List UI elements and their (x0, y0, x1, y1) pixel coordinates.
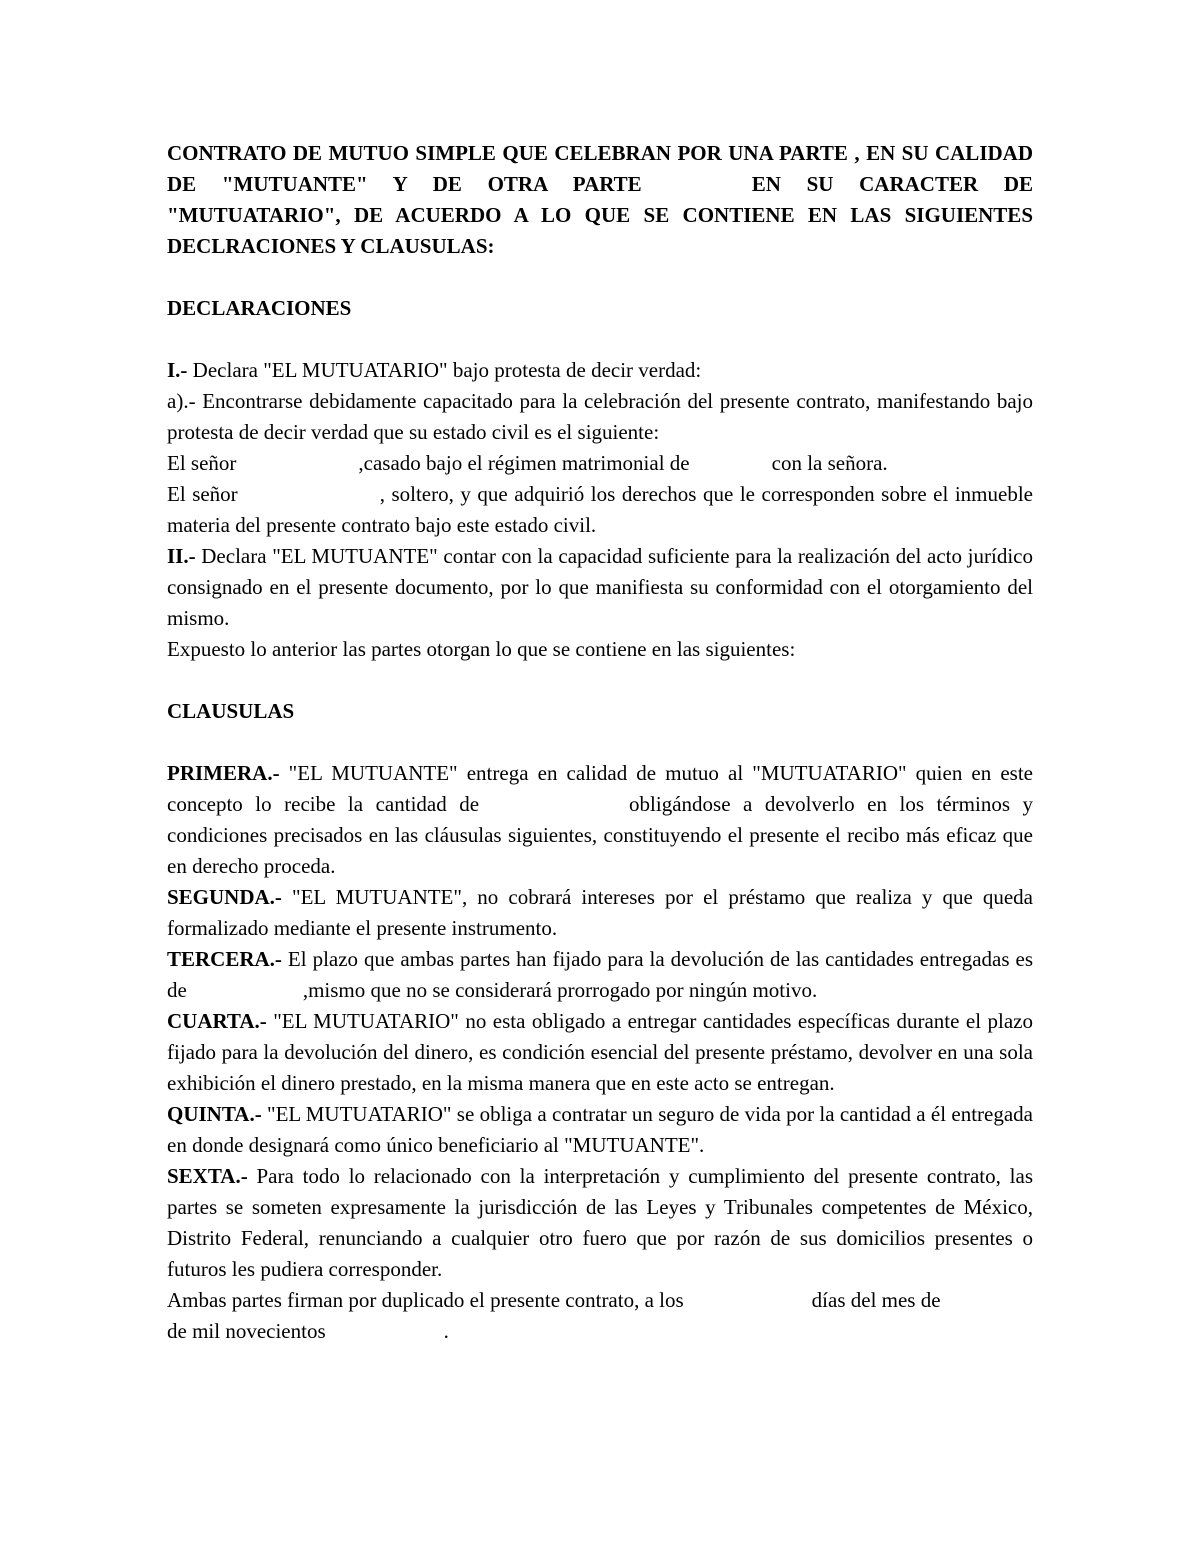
clausula-tercera-text-b: ,mismo que no se considerará prorrogado por ningún motivo. (302, 978, 818, 1002)
clausula-sexta-label: SEXTA.- (167, 1164, 248, 1188)
clausula-sexta-text: Para todo lo relacionado con la interpretación y cumplimiento del presente contrato, las partes se someten expresamente la jurisdicción de las Leyes y Tribunales competentes de México, Distrito Federal, renunciando a cualquier otro fuero que por razón de sus domicilios presentes o futuros les pudiera corresponder. (167, 1164, 1033, 1281)
senor-casado-regimen: ,casado bajo el régimen matrimonial de (358, 451, 690, 475)
clausula-quinta-label: QUINTA.- (167, 1102, 262, 1126)
clausula-segunda-text: "EL MUTUANTE", no cobrará intereses por el préstamo que realiza y que queda formalizado mediante el presente instrumento. (167, 885, 1033, 940)
firma-line (167, 1285, 1033, 1347)
declaracion-i (167, 355, 1033, 386)
clausula-quinta (167, 1099, 1033, 1161)
declaracion-i-text: Declara "EL MUTUATARIO" bajo protesta de decir verdad: (187, 358, 702, 382)
senor-soltero-label: El señor (167, 482, 238, 506)
senor-casado-senora: con la señora. (771, 451, 888, 475)
declaracion-ii-text: Declara "EL MUTUANTE" contar con la capacidad suficiente para la realización del acto jurídico consignado en el presente documento, por lo que manifiesta su conformidad con el otorgamiento del mismo. (167, 544, 1033, 630)
firma-text-b: días del mes de (811, 1288, 941, 1312)
firma-text-c: de mil novecientos (167, 1319, 326, 1343)
clausula-primera-text-a: "EL MUTUANTE" entrega en calidad de mutuo al "MUTUATARIO" quien en este concepto lo recibe la cantidad de (167, 761, 1033, 816)
senor-casado-label: El señor (167, 451, 237, 475)
expuesto-line: Expuesto lo anterior las partes otorgan lo que se contiene en las siguientes: (167, 637, 796, 661)
clausula-primera-text-b: obligándose a devolverlo en los términos y condiciones precisados en las cláusulas siguientes, constituyendo el presente el recibo más eficaz que en derecho proceda. (167, 792, 1033, 878)
declaracion-ii-label: II.- (167, 544, 196, 568)
senor-casado-line (167, 448, 1033, 479)
clausula-primera (167, 758, 1033, 882)
clausula-quinta-text: "EL MUTUATARIO" se obliga a contratar un seguro de vida por la cantidad a él entregada en donde designará como único beneficiario al "MUTUANTE". (167, 1102, 1033, 1157)
title-part-1: CONTRATO DE MUTUO SIMPLE QUE CELEBRAN POR UNA PARTE , EN SU CALIDAD DE "MUTUANTE" Y DE OTRA PARTE (167, 141, 1033, 196)
clausula-cuarta-label: CUARTA.- (167, 1009, 267, 1033)
clausulas-heading: CLAUSULAS (167, 699, 295, 723)
clausula-tercera (167, 944, 1033, 1006)
clausula-tercera-label: TERCERA.- (167, 947, 282, 971)
title-part-2: EN SU CARACTER DE "MUTUATARIO", DE ACUERDO A LO QUE SE CONTIENE EN LAS SIGUIENTES DECLRACIONES Y CLAUSULAS: (167, 172, 1033, 258)
document-page (167, 138, 1033, 1347)
declaraciones-heading: DECLARACIONES (167, 296, 352, 320)
clausula-tercera-text-a: El plazo que ambas partes han fijado para la devolución de las cantidades entregadas es de (167, 947, 1033, 1002)
clausula-segunda-label: SEGUNDA.- (167, 885, 282, 909)
senor-soltero-line (167, 479, 1033, 541)
clausula-segunda (167, 882, 1033, 944)
declaracion-i-label: I.- (167, 358, 188, 382)
clausula-cuarta (167, 1006, 1033, 1099)
firma-text-a: Ambas partes firman por duplicado el presente contrato, a los (167, 1288, 684, 1312)
declaracion-ii (167, 541, 1033, 634)
clausula-sexta (167, 1161, 1033, 1285)
senor-soltero-text: , soltero, y que adquirió los derechos que le corresponden sobre el inmueble materia del presente contrato bajo este estado civil. (167, 482, 1033, 537)
firma-text-d: . (443, 1319, 449, 1343)
declaracion-a: a).- Encontrarse debidamente capacitado para la celebración del presente contrato, manifestando bajo protesta de decir verdad que su estado civil es el siguiente: (167, 389, 1033, 444)
clausula-primera-label: PRIMERA.- (167, 761, 280, 785)
contract-title (167, 138, 1033, 262)
clausula-cuarta-text: "EL MUTUATARIO" no esta obligado a entregar cantidades específicas durante el plazo fijado para la devolución del dinero, es condición esencial del presente préstamo, devolver en una sola exhibición el dinero prestado, en la misma manera que en este acto se entregan. (167, 1009, 1033, 1095)
